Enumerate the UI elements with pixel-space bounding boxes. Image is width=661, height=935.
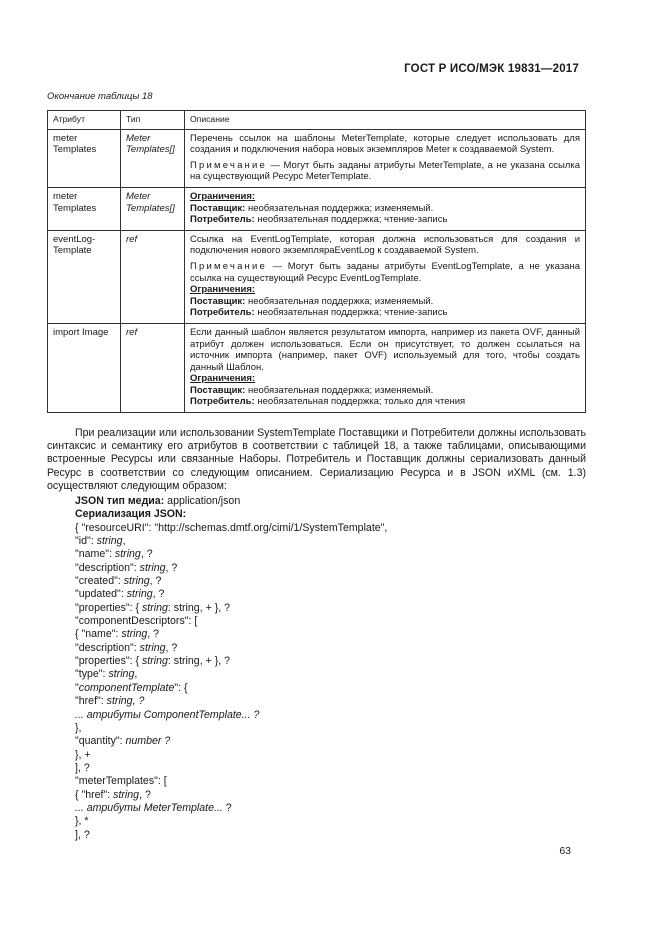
json-line-text: "quantity": (75, 735, 126, 748)
description-text: Если данный шаблон является результатом импорта, например из пакета OVF, данный атрибут должен использоваться. Если он присутствует, то должен ссылаться на источник импорта (например, пакет OVF) используемый для того, чтобы создать данный Шаблон. (190, 326, 580, 373)
json-line-text: "id": (75, 535, 97, 548)
json-line-type: string (139, 561, 166, 574)
json-line-type: ... атрибуты MeterTemplate... (75, 801, 223, 814)
json-line-text: "properties": { (75, 601, 142, 614)
json-line-text: { "href": (75, 788, 114, 801)
json-line (75, 735, 387, 748)
json-line-text: }, * (75, 815, 89, 828)
cell-type: Meter Templates[] (121, 187, 185, 230)
consumer-line (190, 307, 580, 319)
constraints-label: Ограничения: (190, 190, 256, 202)
json-line-suffix: , ? (140, 548, 153, 561)
json-line-suffix: , ? (149, 575, 162, 588)
json-line (75, 695, 387, 708)
json-line-text: "description": (75, 641, 140, 654)
json-lines (75, 522, 387, 842)
table-row (48, 323, 586, 412)
serialization-heading (75, 508, 387, 521)
json-line-text: " (75, 681, 79, 694)
json-line-type: componentTemplate (78, 681, 175, 694)
consumer-text: необязательная поддержка; чтение-запись (254, 214, 448, 226)
cell-description (185, 129, 586, 187)
column-header-attribute: Атрибут (48, 111, 121, 130)
note-text: — Могут быть заданы атрибуты MeterTemplate, а не указана ссылка на существующий Ресурс MeterTemplate. (190, 159, 580, 183)
json-line-type: string (96, 535, 123, 548)
consumer-text: необязательная поддержка; чтение-запись (254, 307, 448, 319)
table-row (48, 129, 586, 187)
json-line-type: ... атрибуты ComponentTemplate... ? (75, 708, 260, 721)
serialization-label: Сериализация JSON: (75, 508, 187, 521)
cell-attribute: meter Templates (48, 129, 121, 187)
json-line-type: string (139, 641, 166, 654)
json-line-text: { "name": (75, 628, 122, 641)
json-line-suffix: , (134, 668, 138, 681)
note-label: Примечание (190, 159, 267, 171)
json-line-type: string (121, 628, 148, 641)
constraints-label: Ограничения: (190, 284, 256, 296)
json-line (75, 749, 387, 762)
json-line-type: string (113, 788, 140, 801)
cell-description (185, 187, 586, 230)
json-line-text: "name": (75, 548, 115, 561)
json-line (75, 602, 387, 615)
cell-description (185, 323, 586, 412)
body-paragraph (47, 427, 586, 493)
json-line-type: string, ? (106, 695, 145, 708)
json-line-text: }, (75, 721, 82, 734)
description-text: Ссылка на EventLogTemplate, которая должна использоваться для создания и подключения нового экземпляраEventLog к создаваемой System. (190, 233, 580, 257)
json-line-text: "description": (75, 561, 140, 574)
json-line (75, 642, 387, 655)
json-line-type: string (142, 655, 168, 668)
constraints (190, 191, 580, 203)
provider-line (190, 203, 580, 215)
json-line-suffix: , ? (165, 641, 178, 654)
media-type-line (75, 495, 387, 508)
table-row (48, 187, 586, 230)
json-line-suffix: , ? (152, 588, 165, 601)
json-line (75, 722, 387, 735)
cell-attribute: eventLog-Template (48, 230, 121, 323)
json-line-text: "updated": (75, 588, 127, 601)
json-line-text: "componentDescriptors": [ (75, 615, 198, 628)
json-line-text: "meterTemplates": [ (75, 775, 167, 788)
json-line (75, 802, 387, 815)
json-line (75, 829, 387, 842)
provider-label: Поставщик: (190, 295, 246, 307)
consumer-line (190, 396, 580, 408)
consumer-label: Потребитель: (190, 214, 255, 226)
json-line-suffix: , (122, 535, 126, 548)
json-line-suffix: ": { (174, 681, 188, 694)
note-text: — Могут быть заданы атрибуты EventLogTemplate, а не указана ссылка на существующий Ресурс EventLogTemplate. (190, 260, 580, 284)
json-line (75, 628, 387, 641)
json-line-suffix: : string, + }, ? (167, 655, 231, 668)
json-line (75, 682, 387, 695)
column-header-description: Описание (185, 111, 586, 130)
provider-text: необязательная поддержка; изменяемый. (245, 202, 434, 214)
json-line-text: { "resourceURI": "http://schemas.dmtf.org/cimi/1/SystemTemplate", (75, 521, 388, 534)
cell-attribute: meter Templates (48, 187, 121, 230)
provider-line (190, 385, 580, 397)
json-line-type: number ? (125, 735, 171, 748)
constraints-label: Ограничения: (190, 373, 256, 385)
json-line-text: ], ? (75, 828, 90, 841)
provider-label: Поставщик: (190, 202, 246, 214)
json-line-text: "type": (75, 668, 109, 681)
consumer-label: Потребитель: (190, 307, 255, 319)
json-line (75, 762, 387, 775)
consumer-label: Потребитель: (190, 396, 255, 408)
page-number: 63 (559, 845, 571, 857)
cell-type: ref (121, 323, 185, 412)
note (190, 160, 580, 183)
cell-type: Meter Templates[] (121, 129, 185, 187)
json-line (75, 562, 387, 575)
json-line (75, 522, 387, 535)
table-row (48, 230, 586, 323)
description-text: Перечень ссылок на шаблоны MeterTemplate, которые следует использовать для создания и подключения набора новых экземпляров Meter к создаваемой System. (190, 132, 580, 156)
json-line (75, 815, 387, 828)
consumer-line (190, 214, 580, 226)
json-line (75, 548, 387, 561)
constraints (190, 373, 580, 385)
json-line-type: string (108, 668, 135, 681)
json-line-type: string (142, 601, 168, 614)
json-line-suffix: , ? (147, 628, 160, 641)
table-caption: Окончание таблицы 18 (47, 91, 153, 102)
json-line (75, 615, 387, 628)
provider-label: Поставщик: (190, 384, 246, 396)
paragraph-text: При реализации или использовании SystemTemplate Поставщики и Потребители должны использовать синтаксис и семантику его атрибутов в соответствии с таблицей 18, а также таблицами, описывающими встроенные Ресурсы или связанные Наборы. Потребитель и Поставщик должны сериализовать данный Ресурс в соответствии со следующим описанием. Сериализацию Ресурса и в JSON иXML (см. 1.3) осуществляют следующим образом: (47, 427, 586, 492)
json-line (75, 668, 387, 681)
consumer-text: необязательная поддержка; только для чтения (254, 396, 466, 408)
json-line (75, 775, 387, 788)
json-line-type: string (126, 588, 153, 601)
note-label: Примечание (190, 260, 267, 272)
provider-text: необязательная поддержка; изменяемый. (245, 384, 434, 396)
document-header: ГОСТ Р ИСО/МЭК 19831—2017 (404, 63, 579, 75)
json-line-text: "created": (75, 575, 124, 588)
cell-attribute: import Image (48, 323, 121, 412)
json-line-text: "properties": { (75, 655, 142, 668)
json-line (75, 575, 387, 588)
json-line (75, 655, 387, 668)
json-line (75, 789, 387, 802)
json-line (75, 709, 387, 722)
cell-description (185, 230, 586, 323)
json-line-type: string (123, 575, 150, 588)
json-line-text: "href": (75, 695, 107, 708)
cell-type: ref (121, 230, 185, 323)
json-line-text: }, + (75, 748, 91, 761)
json-line-suffix: , ? (139, 788, 151, 801)
constraints (190, 284, 580, 296)
column-header-type: Тип (121, 111, 185, 130)
json-line (75, 535, 387, 548)
json-line (75, 588, 387, 601)
note (190, 261, 580, 284)
table-header-row (48, 111, 586, 130)
attributes-table (47, 110, 586, 413)
json-line-text: ], ? (75, 761, 90, 774)
provider-text: необязательная поддержка; изменяемый. (245, 295, 434, 307)
json-line-type: string (114, 548, 141, 561)
json-serialization-block (75, 495, 387, 842)
json-line-suffix: , ? (165, 561, 178, 574)
media-type-value: application/json (164, 495, 241, 507)
provider-line (190, 296, 580, 308)
json-line-suffix: : string, + }, ? (167, 601, 231, 614)
json-line-suffix: ? (222, 801, 232, 814)
media-type-label: JSON тип медиа: (75, 495, 165, 507)
